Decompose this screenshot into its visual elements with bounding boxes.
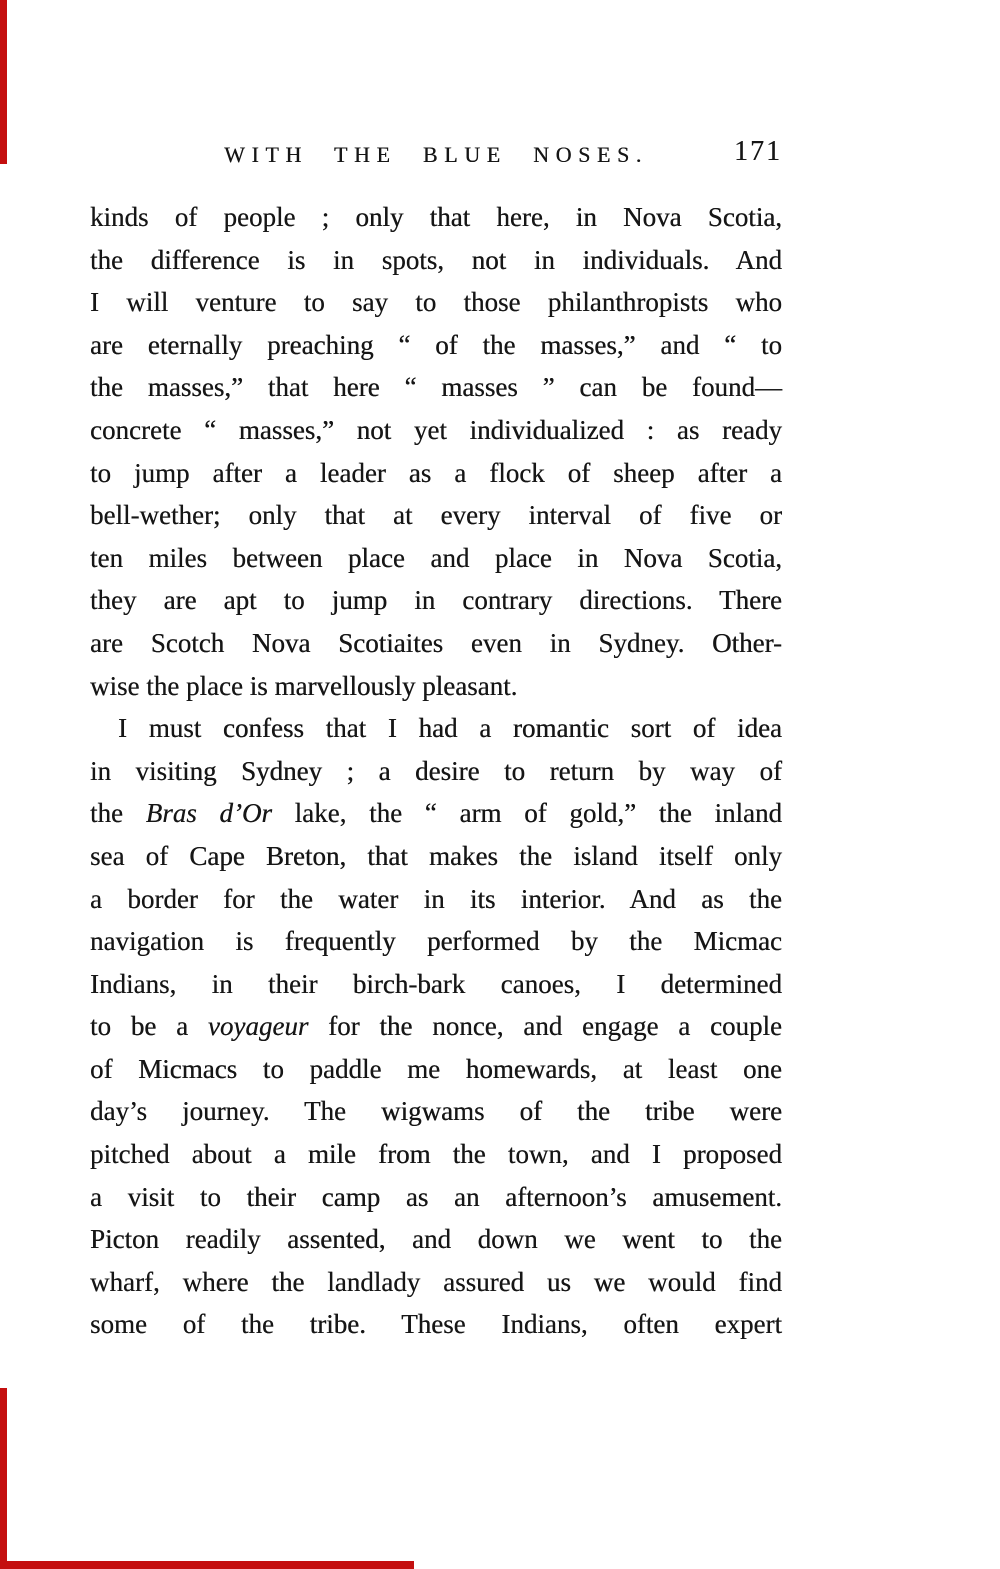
text-line xyxy=(90,665,782,708)
text-line xyxy=(90,835,782,878)
text-line xyxy=(90,750,782,793)
text-segment: the xyxy=(90,798,146,829)
text-segment: concrete “ masses,” not yet individualized : as ready xyxy=(90,414,782,445)
text-line xyxy=(90,537,782,580)
running-header-title: WITH THE BLUE NOSES. xyxy=(224,142,648,167)
text-segment: bell-wether; only that at every interval of five or xyxy=(90,500,782,531)
scan-edge-red-left-bottom xyxy=(0,1388,7,1569)
running-header xyxy=(90,136,782,176)
text-segment: of Micmacs to paddle me homewards, at least one xyxy=(90,1053,782,1084)
paragraph xyxy=(90,196,782,707)
text-line xyxy=(90,707,782,750)
text-line xyxy=(90,1303,782,1346)
text-line xyxy=(90,622,782,665)
page-number: 171 xyxy=(734,136,782,167)
scan-edge-red-bottom xyxy=(0,1561,414,1569)
text-segment: in visiting Sydney ; a desire to return by way of xyxy=(90,755,782,786)
text-line xyxy=(90,1005,782,1048)
text-line xyxy=(90,196,782,239)
text-line xyxy=(90,1133,782,1176)
text-segment: I must confess that I had a romantic sort of idea xyxy=(118,713,782,744)
text-segment: sea of Cape Breton, that makes the island itself only xyxy=(90,840,782,871)
text-line xyxy=(90,281,782,324)
text-segment: are Scotch Nova Scotiaites even in Sydney. Other- xyxy=(90,627,782,658)
text-block xyxy=(90,196,782,1346)
text-line xyxy=(90,409,782,452)
text-segment: day’s journey. The wigwams of the tribe were xyxy=(90,1096,782,1127)
text-segment: a visit to their camp as an afternoon’s amusement. xyxy=(90,1181,782,1212)
text-line xyxy=(90,1048,782,1091)
text-segment: lake, the “ arm of gold,” the inland xyxy=(271,798,782,829)
text-segment: are eternally preaching “ of the masses,” and “ to xyxy=(90,329,782,360)
text-line xyxy=(90,579,782,622)
text-segment: to jump after a leader as a flock of sheep after a xyxy=(90,457,782,488)
text-segment: to be a xyxy=(90,1011,208,1042)
text-segment: for the nonce, and engage a couple xyxy=(308,1011,782,1042)
text-line xyxy=(90,366,782,409)
text-segment: I will venture to say to those philanthropists who xyxy=(90,287,782,318)
text-line xyxy=(90,1090,782,1133)
text-line xyxy=(90,1218,782,1261)
paragraph xyxy=(90,707,782,1346)
text-line xyxy=(90,792,782,835)
text-line xyxy=(90,878,782,921)
text-segment: a border for the water in its interior. And as the xyxy=(90,883,782,914)
text-line xyxy=(90,963,782,1006)
text-segment: the masses,” that here “ masses ” can be found— xyxy=(90,372,782,403)
text-segment: ten miles between place and place in Nova Scotia, xyxy=(90,542,782,573)
text-segment: kinds of people ; only that here, in Nova Scotia, xyxy=(90,202,782,232)
text-segment: the difference is in spots, not in individuals. And xyxy=(90,244,782,275)
text-segment: wise the place is marvellously pleasant. xyxy=(90,670,518,701)
text-line xyxy=(90,1261,782,1304)
text-segment: Picton readily assented, and down we went to the xyxy=(90,1224,782,1255)
text-line xyxy=(90,920,782,963)
text-line xyxy=(90,452,782,495)
text-segment: pitched about a mile from the town, and I proposed xyxy=(90,1139,782,1170)
text-line xyxy=(90,324,782,367)
italic-phrase: voyageur xyxy=(207,1011,309,1042)
text-segment: wharf, where the landlady assured us we would find xyxy=(90,1266,782,1297)
text-line xyxy=(90,239,782,282)
italic-phrase: Bras d’Or xyxy=(145,798,272,829)
text-line xyxy=(90,494,782,537)
text-segment: Indians, in their birch-bark canoes, I determined xyxy=(90,968,782,999)
scan-edge-red-left-top xyxy=(0,0,7,164)
text-line xyxy=(90,1176,782,1219)
text-segment: some of the tribe. These Indians, often expert xyxy=(90,1309,782,1340)
text-column xyxy=(90,136,782,1346)
text-segment: navigation is frequently performed by the Micmac xyxy=(90,926,782,957)
text-segment: they are apt to jump in contrary directions. There xyxy=(90,585,782,616)
